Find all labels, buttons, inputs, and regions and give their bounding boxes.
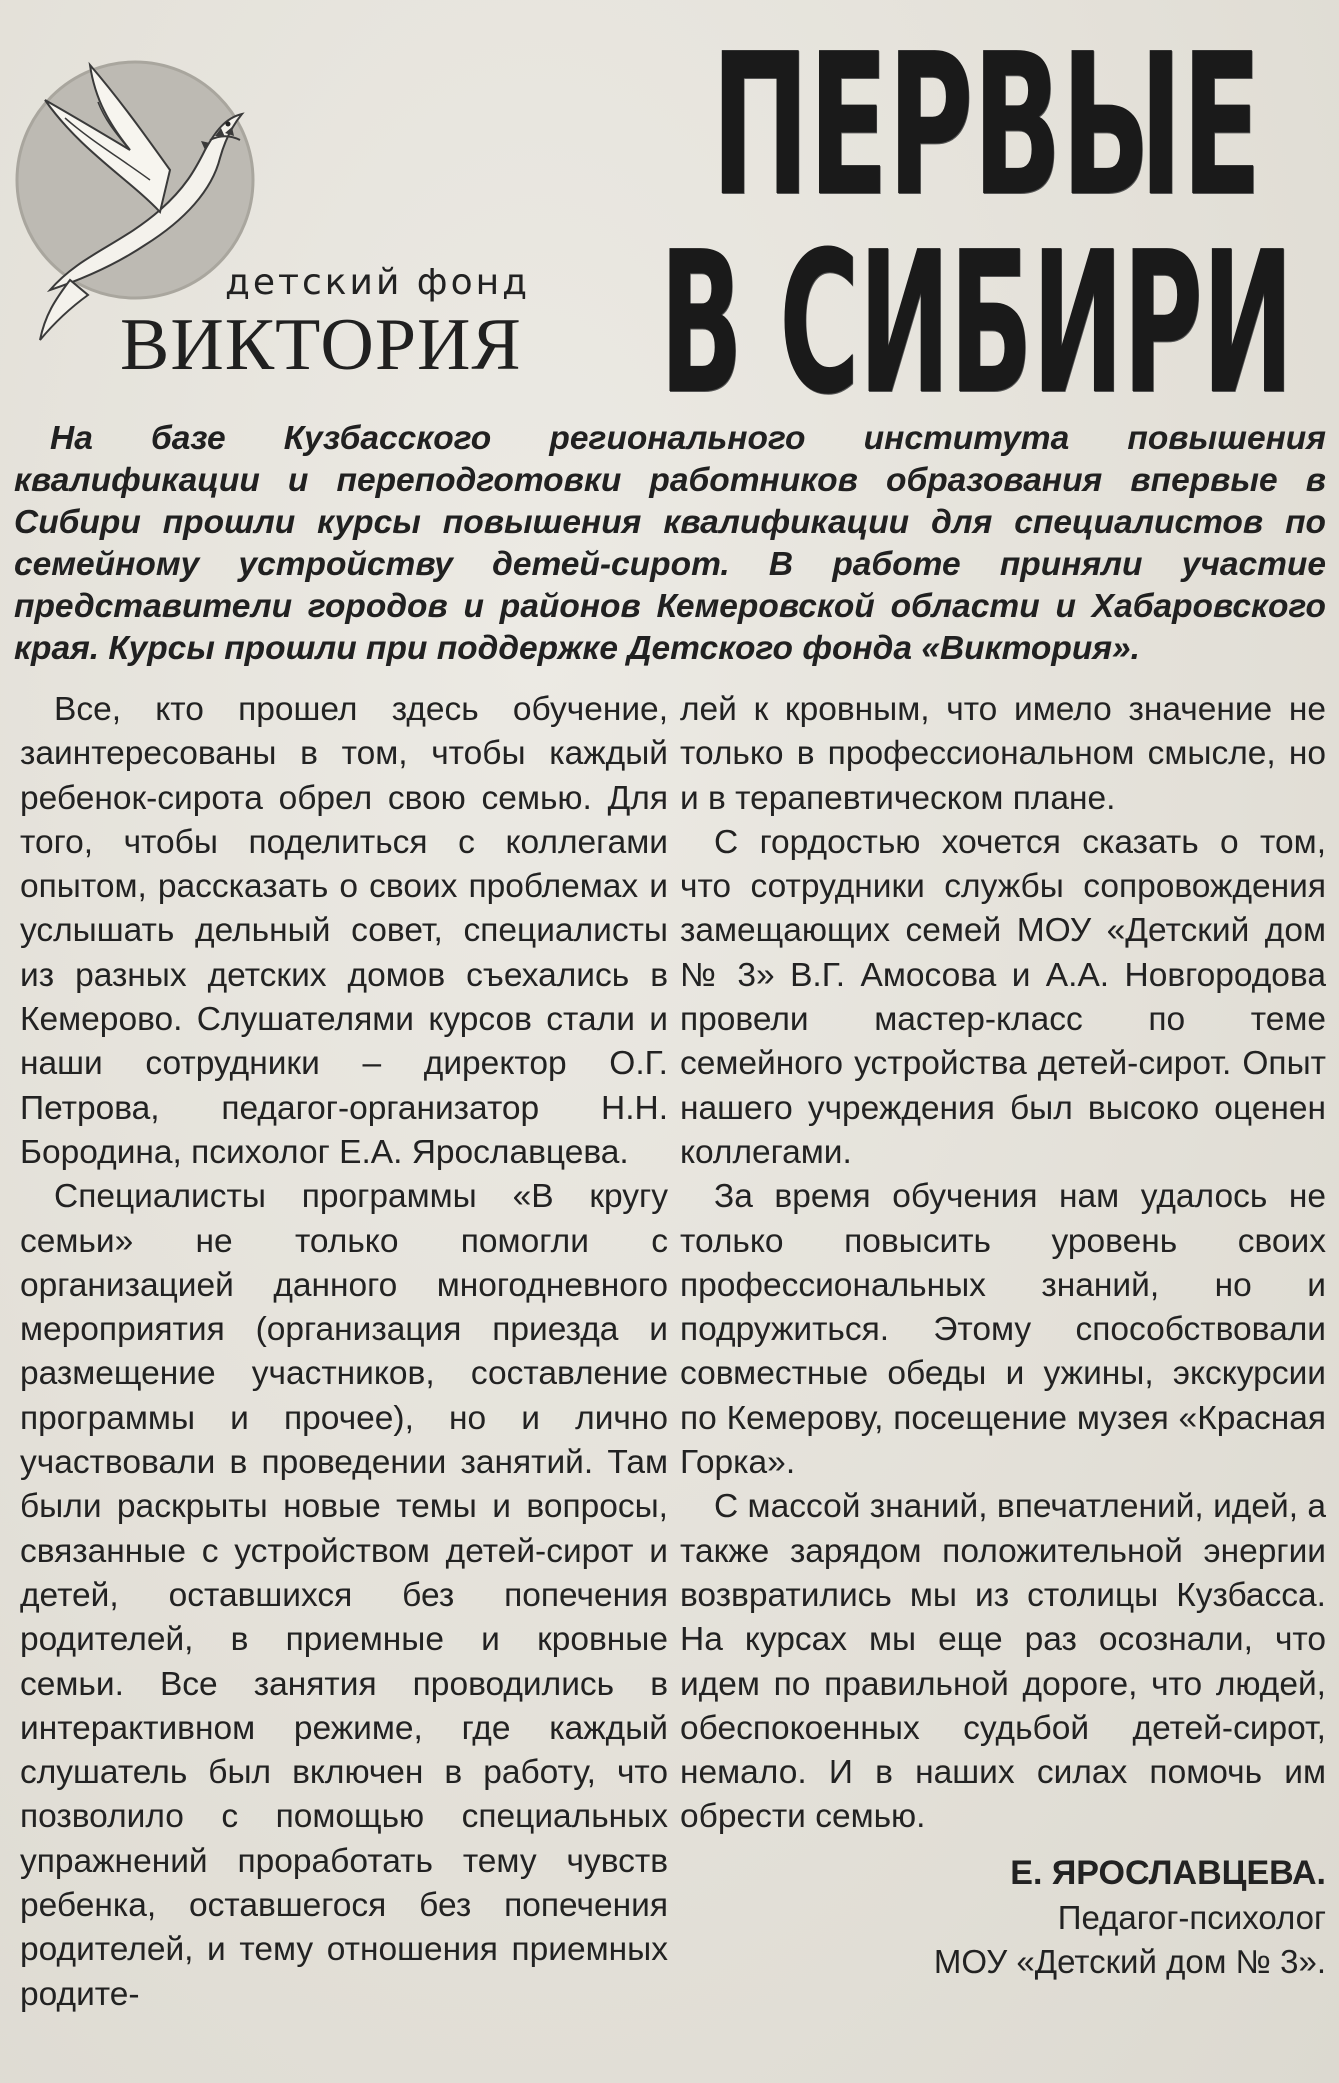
article-lead: На базе Кузбасского регионального института повышения квалификации и переподготовки работников образования впервые в Сибири прошли курсы повышения квалификации для специалистов по семейному устройству детей-сирот. В работе приняли участие представители городов и районов Кемеровской области и Хабаровского края. Курсы прошли при поддержке Детского фонда «Виктория». [14, 420, 1326, 667]
headline-line-1: ПЕРВЫЕ [711, 12, 1261, 240]
paragraph: С массой знаний, впечатлений, идей, а также зарядом положительной энергии возвратились мы из столицы Кузбасса. На курсах мы еще раз осознали, что идем по правильной дороге, что людей, обеспокоенных судьбой детей-сирот, немало. И в наших силах помочь им обрести семью. [680, 1488, 1326, 1836]
logo-subtitle: детский фонд [225, 262, 531, 303]
paragraph: Специалисты программы «В кругу семьи» не только помогли с организацией данного многодневного мероприятия (организация приезда и размещение участников, составление программы и прочее), но и лично участвовали в проведении занятий. Там были раскрыты новые темы и вопросы, связанные с устройством детей-сирот и детей, оставшихся без попечения родителей, в приемные и кровные семьи. Все занятия проводились в интерактивном режиме, где каждый слушатель был включен в работу, что позволило с помощью специальных упражнений проработать тему чувств ребенка, оставшегося без попечения родителей, и тему отношения приемных родите- [20, 1178, 668, 2013]
body-column-left [20, 688, 668, 2017]
paragraph: лей к кровным, что имело значение не только в профессиональном смысле, но и в терапевтическом плане. [680, 691, 1326, 817]
logo-name: ВИКТОРИЯ [120, 304, 522, 386]
body-column-right [680, 688, 1326, 1984]
author-organization: МОУ «Детский дом № 3». [933, 1942, 1326, 1980]
author-role: Педагог-психолог [1057, 1898, 1326, 1936]
paragraph: Все, кто прошел здесь обучение, заинтересованы в том, чтобы каждый ребенок-сирота обрел свою семью. Для того, чтобы поделиться с коллегами опытом, рассказать о своих проблемах и услышать дельный совет, специалисты из разных детских домов съехались в Кемерово. Слушателями курсов стали и наши сотрудники – директор О.Г. Петрова, педагог-организатор Н.Н. Бородина, психолог Е.А. Ярославцева. [20, 691, 668, 1171]
author-signature [680, 1850, 1326, 1984]
article-headline [555, 12, 1335, 438]
headline-line-2: В СИБИРИ [659, 210, 1293, 438]
charity-fund-logo [10, 40, 550, 386]
author-name: Е. ЯРОСЛАВЦЕВА. [1010, 1853, 1326, 1892]
paragraph: За время обучения нам удалось не только повысить уровень своих профессиональных знаний, но и подружиться. Этому способствовали совместные обеды и ужины, экскурсии по Кемерову, посещение музея «Красная Горка». [680, 1178, 1326, 1482]
paragraph: С гордостью хочется сказать о том, что сотрудники службы сопровождения замещающих семей МОУ «Детский дом № 3» В.Г. Амосова и А.А. Новгородова провели мастер-класс по теме семейного устройства детей-сирот. Опыт нашего учреждения был высоко оценен коллегами. [680, 823, 1326, 1171]
